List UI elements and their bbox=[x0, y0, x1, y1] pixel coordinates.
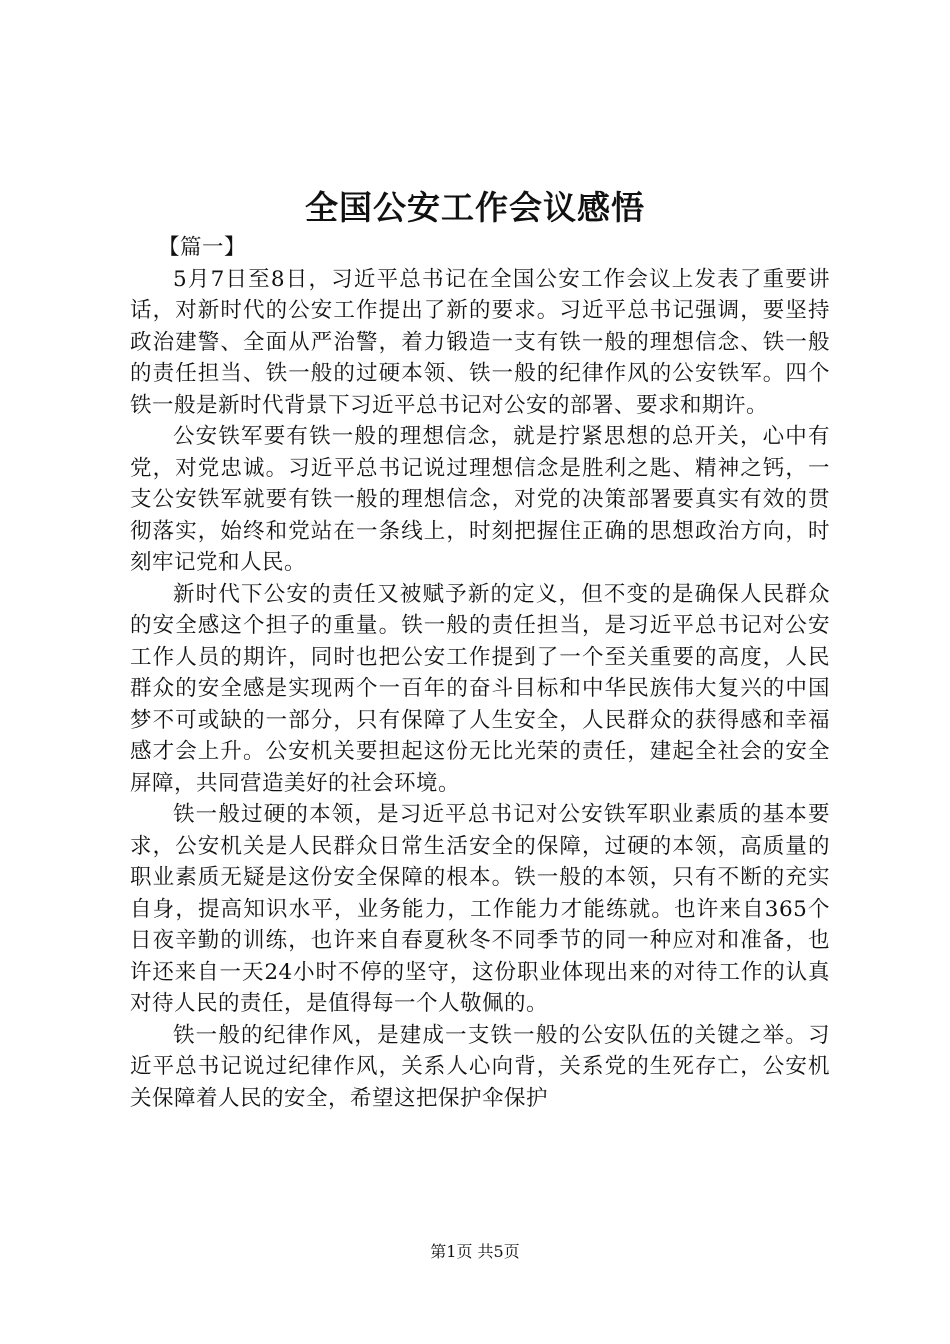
document-body bbox=[130, 232, 830, 1114]
document-title: 全国公安工作会议感悟 bbox=[305, 188, 645, 227]
paragraph-5: 铁一般的纪律作风，是建成一支铁一般的公安队伍的关键之举。习近平总书记说过纪律作风，关系人心向背，关系党的生死存亡，公安机关保障着人民的安全，希望这把保护伞保护 bbox=[130, 1022, 830, 1111]
section-label: 【篇一】 bbox=[158, 235, 247, 260]
paragraph-4: 铁一般过硬的本领，是习近平总书记对公安铁军职业素质的基本要求，公安机关是人民群众日常生活安全的保障，过硬的本领，高质量的职业素质无疑是这份安全保障的根本。铁一般的本领，只有不断的充实自身，提高知识水平，业务能力，工作能力才能练就。也许来自365个日夜辛勤的训练，也许来自春夏秋冬不同季节的同一种应对和准备，也许还来自一天24小时不停的坚守，这份职业体现出来的对待工作的认真对待人民的责任，是值得每一个人敬佩的。 bbox=[130, 802, 830, 1016]
page-number-footer: 第1页 共5页 bbox=[430, 1242, 520, 1261]
paragraph-1: 5月7日至8日，习近平总书记在全国公安工作会议上发表了重要讲话，对新时代的公安工作提出了新的要求。习近平总书记强调，要坚持政治建警、全面从严治警，着力锻造一支有铁一般的理想信念、铁一般的责任担当、铁一般的过硬本领、铁一般的纪律作风的公安铁军。四个铁一般是新时代背景下习近平总书记对公安的部署、要求和期许。 bbox=[130, 266, 830, 418]
paragraph-3: 新时代下公安的责任又被赋予新的定义，但不变的是确保人民群众的安全感这个担子的重量。铁一般的责任担当，是习近平总书记对公安工作人员的期许，同时也把公安工作提到了一个至关重要的高度，人民群众的安全感是实现两个一百年的奋斗目标和中华民族伟大复兴的中国梦不可或缺的一部分，只有保障了人生安全，人民群众的获得感和幸福感才会上升。公安机关要担起这份无比光荣的责任，建起全社会的安全屏障，共同营造美好的社会环境。 bbox=[130, 581, 830, 796]
paragraph-2: 公安铁军要有铁一般的理想信念，就是拧紧思想的总开关，心中有党，对党忠诚。习近平总书记说过理想信念是胜利之匙、精神之钙，一支公安铁军就要有铁一般的理想信念，对党的决策部署要真实有效的贯彻落实，始终和党站在一条线上，时刻把握住正确的思想政治方向，时刻牢记党和人民。 bbox=[130, 424, 830, 575]
